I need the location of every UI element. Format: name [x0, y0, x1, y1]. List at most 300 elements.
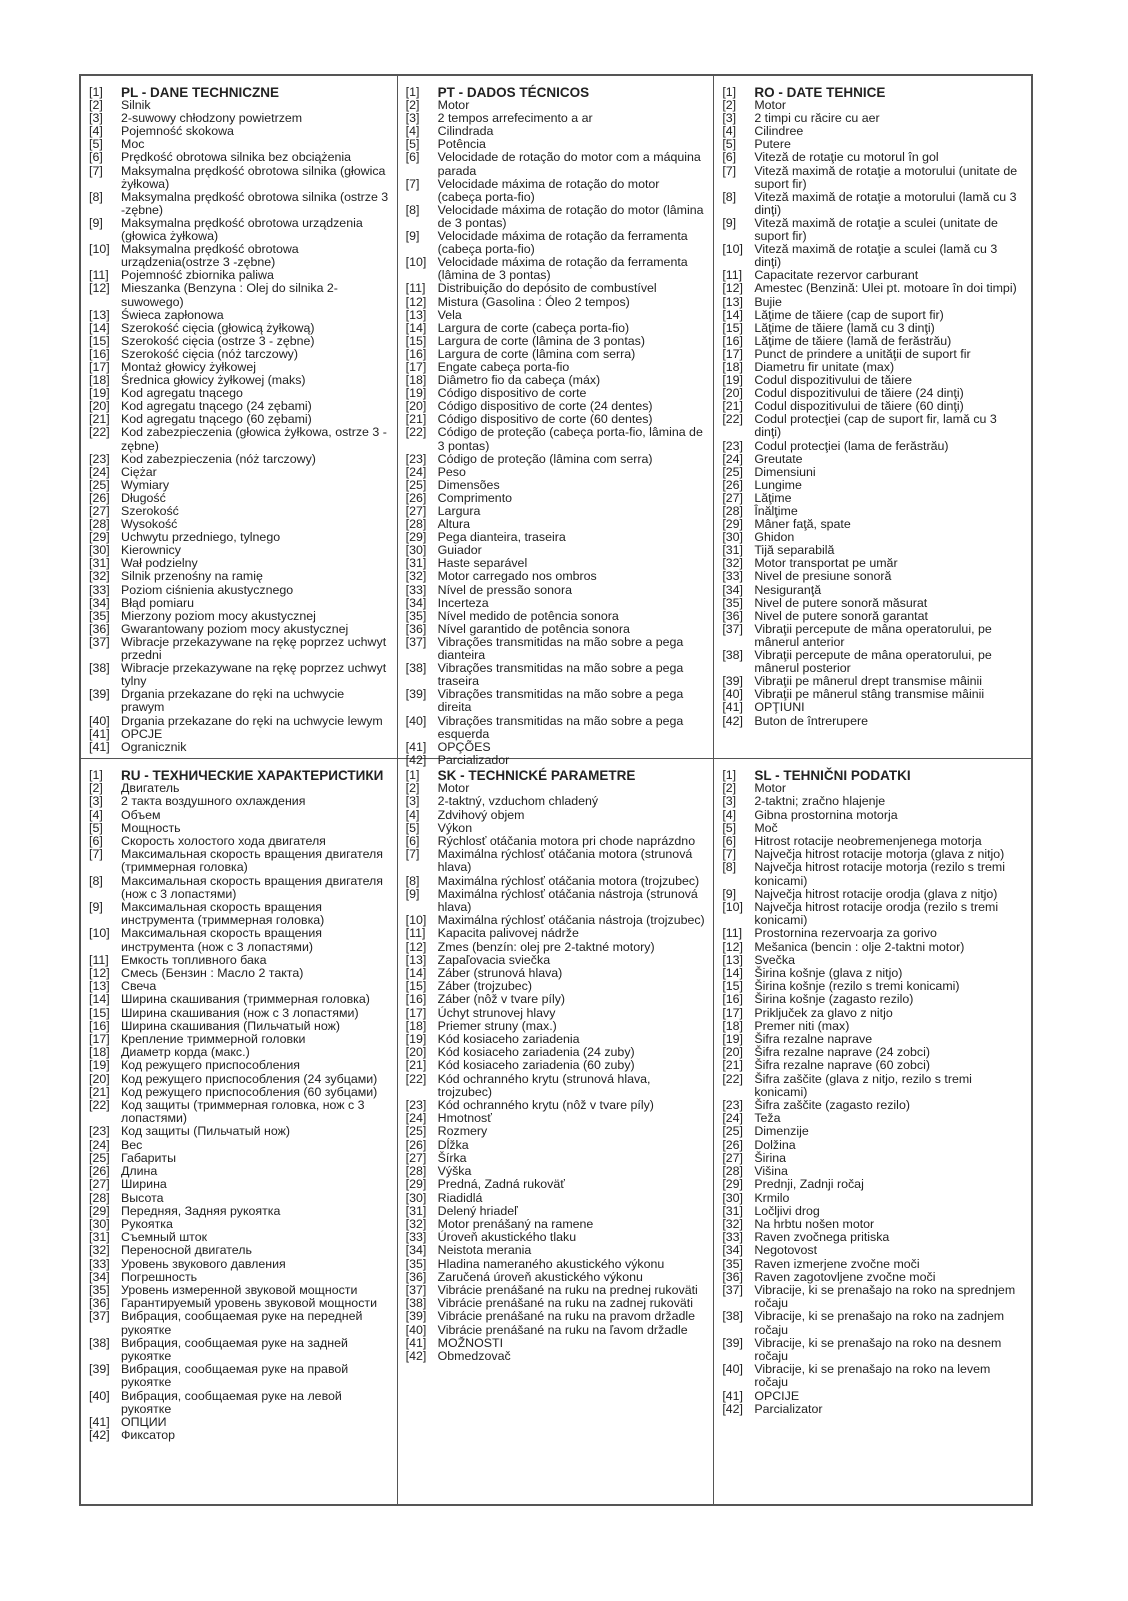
row-number: [27] — [89, 504, 110, 518]
row-number: [21] — [722, 1058, 743, 1073]
row-number: [23] — [89, 1124, 110, 1139]
spec-row — [722, 453, 1023, 466]
row-text: Nível garantido de potência sonora — [437, 621, 630, 636]
row-text: Długość — [121, 490, 166, 505]
row-number: [35] — [405, 1256, 427, 1271]
row-text: Kod zabezpieczenia (głowica żyłkowa, ostrze 3 - zębne) — [121, 425, 387, 453]
row-number: [26] — [89, 490, 110, 505]
spec-row — [722, 1310, 1023, 1336]
row-number: [3] — [89, 794, 103, 809]
row-text: Kierownicy — [121, 543, 181, 558]
row-number: [20] — [722, 386, 743, 401]
row-text: Guiador — [437, 543, 482, 558]
row-text: Codul protecţiei (cap de suport fir, lamă cu 3 dinţi) — [754, 412, 997, 440]
spec-row — [89, 993, 389, 1006]
row-number: [3] — [405, 111, 420, 126]
spec-row — [89, 1059, 389, 1072]
row-number: [2] — [89, 98, 103, 113]
spec-row — [89, 875, 389, 901]
row-number: [7] — [405, 847, 420, 862]
row-text: Največja hitrost rotacije orodja (glava z nitjo) — [754, 886, 998, 901]
spec-row — [89, 426, 389, 452]
row-text: Объем — [121, 807, 161, 822]
spec-row — [89, 322, 389, 335]
row-number: [20] — [405, 1045, 427, 1060]
row-number: [12] — [405, 939, 427, 954]
row-text: Výkon — [437, 820, 473, 835]
row-number: [10] — [722, 900, 743, 915]
spec-row — [722, 348, 1023, 361]
row-number: [23] — [89, 451, 110, 466]
spec-row — [406, 1139, 706, 1152]
row-number: [8] — [405, 873, 420, 888]
row-number: [26] — [722, 1137, 743, 1152]
row-number: [18] — [405, 373, 427, 388]
row-text: Vibracije, ki se prenašajo na roko na levem ročaju — [754, 1362, 991, 1390]
row-number: [21] — [89, 412, 110, 427]
row-text: Zapaľovacia sviečka — [437, 952, 551, 967]
row-number: [19] — [89, 1058, 110, 1073]
section-sk — [398, 759, 715, 1504]
spec-row — [89, 1099, 389, 1125]
row-text: Kód ochranného krytu (nôž v tvare píly) — [437, 1098, 654, 1113]
row-number: [6] — [722, 834, 737, 849]
row-text: Maksymalna prędkość obrotowa urządzenia (głowica żyłkowa) — [121, 215, 363, 244]
spec-row — [89, 1244, 389, 1257]
row-number: [28] — [405, 1164, 427, 1179]
row-text: ОПЦИИ — [121, 1414, 167, 1429]
row-text: Širina košnje (zagasto rezilo) — [754, 992, 914, 1007]
row-number: [35] — [722, 595, 743, 610]
spec-row — [406, 597, 706, 610]
row-number: [37] — [405, 634, 427, 649]
row-number: [8] — [89, 873, 103, 888]
spec-row — [406, 282, 706, 295]
spec-row — [722, 1284, 1023, 1310]
row-text: Codul dispozitivului de tăiere (24 dinţi) — [754, 386, 964, 401]
spec-row — [89, 191, 389, 217]
row-number: [12] — [722, 281, 743, 296]
row-number: [25] — [89, 477, 110, 492]
row-number: [28] — [89, 517, 110, 532]
section-heading: RO - DATE TEHNICE — [754, 85, 886, 100]
spec-row — [406, 1192, 706, 1205]
row-number: [36] — [89, 1296, 110, 1311]
row-number: [6] — [405, 834, 420, 849]
row-number: [28] — [89, 1190, 110, 1205]
row-text: Parcializador — [437, 752, 510, 767]
row-text: Na hrbtu nošen motor — [754, 1216, 875, 1231]
row-number: [4] — [89, 124, 103, 139]
spec-row — [722, 165, 1023, 191]
row-text: Prednji, Zadnji ročaj — [754, 1177, 864, 1192]
row-text: Vibraţii pe mânerul stâng transmise mâinii — [754, 687, 985, 702]
spec-row — [406, 688, 706, 714]
row-number: [8] — [405, 202, 420, 217]
row-number: [11] — [405, 281, 426, 296]
row-number: [35] — [722, 1256, 743, 1271]
row-text: Premer niti (max) — [754, 1018, 850, 1033]
row-text: Haste separável — [437, 556, 528, 571]
row-number: [39] — [89, 1362, 110, 1377]
spec-row — [89, 466, 389, 479]
row-number: [29] — [722, 517, 743, 532]
row-text: Motor — [437, 98, 470, 113]
row-text: Krmilo — [754, 1190, 790, 1205]
row-number: [25] — [89, 1150, 110, 1165]
row-number: [5] — [405, 137, 420, 152]
row-text: Codul protecţiei (lama de ferăstrău) — [754, 438, 949, 453]
row-text: Montaż głowicy żyłkowej — [121, 359, 256, 374]
row-number: [32] — [722, 1216, 743, 1231]
spec-row — [722, 1007, 1023, 1020]
row-text: Amestec (Benzină: Ulei pt. motoare în doi timpi) — [754, 281, 1017, 296]
spec-row — [406, 927, 706, 940]
row-number: [26] — [89, 1164, 110, 1179]
row-text: Średnica głowicy żyłkowej (maks) — [121, 373, 306, 388]
row-number: [6] — [89, 834, 103, 849]
spec-row — [722, 1258, 1023, 1271]
row-number: [26] — [405, 490, 427, 505]
row-number: [38] — [89, 661, 110, 676]
row-text: Kod agregatu tnącego (60 zębami) — [121, 412, 312, 427]
row-number: [38] — [89, 1335, 110, 1350]
spec-row — [89, 217, 389, 243]
row-text: Świeca zapłonowa — [121, 307, 224, 322]
row-number: [29] — [89, 1203, 110, 1218]
row-text: Úchyt strunovej hlavy — [437, 1005, 556, 1020]
row-text: Съемный шток — [121, 1230, 208, 1245]
row-number: [21] — [722, 399, 743, 414]
row-text: Mierzony poziom mocy akustycznej — [121, 608, 316, 623]
row-number: [9] — [722, 886, 737, 901]
row-text: Motor carregado nos ombros — [437, 569, 597, 584]
row-number: [18] — [89, 373, 110, 388]
row-text: Svečka — [754, 952, 795, 967]
spec-row — [722, 217, 1023, 243]
spec-row — [406, 623, 706, 636]
section-heading: RU - ТЕХНИЧЕСКИЕ ХАРАКТЕРИСТИКИ — [121, 768, 384, 783]
row-text: Ločljivi drog — [754, 1203, 820, 1218]
row-number: [24] — [722, 451, 743, 466]
row-text: Pojemność skokowa — [121, 124, 234, 139]
row-text: Negotovost — [754, 1243, 818, 1258]
row-number: [21] — [405, 1058, 427, 1073]
row-text: Záber (strunová hlava) — [437, 966, 563, 981]
spec-row — [406, 230, 706, 256]
spec-row — [89, 479, 389, 492]
row-text: Hmotnosť — [437, 1111, 492, 1126]
row-number: [11] — [405, 926, 426, 941]
spec-row — [722, 610, 1023, 623]
row-number: [28] — [722, 1164, 743, 1179]
row-number: [41] — [89, 726, 110, 741]
row-text: Мощность — [121, 820, 181, 835]
row-number: [19] — [89, 386, 110, 401]
row-number: [1] — [722, 85, 737, 99]
row-number: [9] — [89, 900, 103, 915]
row-number: [17] — [722, 1005, 743, 1020]
row-text: Смесь (Бензин : Масло 2 такта) — [121, 966, 304, 981]
row-number: [31] — [722, 1203, 743, 1218]
spec-row — [89, 1125, 389, 1138]
row-number: [42] — [722, 713, 743, 728]
spec-row — [89, 243, 389, 269]
row-text: Širina košnje (rezilo s tremi konicami) — [754, 979, 960, 994]
spec-row — [722, 1073, 1023, 1099]
row-number: [42] — [405, 1348, 427, 1363]
row-number: [35] — [89, 608, 110, 623]
row-text: Vibrações transmitidas na mão sobre a pega traseira — [437, 661, 684, 689]
row-text: Distribuição do depósito de combustível — [437, 281, 657, 296]
spec-row — [89, 335, 389, 348]
row-text: Gwarantowany poziom mocy akustycznej — [121, 621, 349, 636]
row-text: Delený hriadeľ — [437, 1203, 518, 1218]
row-number: [22] — [405, 1071, 427, 1086]
row-number: [26] — [405, 1137, 427, 1152]
row-text: OPÇÕES — [437, 739, 491, 754]
row-text: Kód kosiaceho zariadenia (60 zuby) — [437, 1058, 635, 1073]
row-text: Емкость топливного бака — [121, 952, 267, 967]
row-text: Maksymalna prędkość obrotowa silnika (ostrze 3 -zębne) — [121, 189, 389, 217]
spec-row — [722, 901, 1023, 927]
row-text: Vela — [437, 307, 462, 322]
row-text: Velocidade máxima de rotação do motor (lâmina de 3 pontas) — [437, 202, 704, 230]
row-number: [19] — [722, 1032, 743, 1047]
row-number: [34] — [405, 595, 427, 610]
spec-row — [89, 1139, 389, 1152]
row-number: [31] — [89, 1230, 110, 1245]
row-text: Vibracije, ki se prenašajo na roko na desnem ročaju — [754, 1335, 1002, 1363]
row-text: Максимальная скорость вращения инструмента (триммерная головка) — [121, 900, 325, 928]
row-number: [32] — [722, 556, 743, 571]
row-text: Szerokość cięcia (ostrze 3 - zębne) — [121, 333, 315, 348]
spec-row — [89, 1178, 389, 1191]
spec-row — [89, 1192, 389, 1205]
spec-row — [722, 1125, 1023, 1138]
spec-row — [89, 927, 389, 953]
spec-row — [89, 848, 389, 874]
row-number: [38] — [405, 1296, 427, 1311]
row-text: Prędkość obrotowa silnika bez obciążenia — [121, 150, 352, 165]
row-text: Šifra rezalne naprave — [754, 1032, 873, 1047]
row-number: [2] — [405, 781, 420, 796]
row-number: [30] — [722, 530, 743, 545]
row-number: [19] — [722, 373, 743, 388]
spec-row — [722, 1244, 1023, 1257]
row-text: Codul dispozitivului de tăiere (60 dinţi) — [754, 399, 964, 414]
row-number: [36] — [89, 621, 110, 636]
spec-row — [406, 426, 706, 452]
row-text: Błąd pomiaru — [121, 595, 195, 610]
spec-row — [406, 1310, 706, 1323]
row-number: [31] — [405, 556, 427, 571]
spec-row — [722, 1403, 1023, 1416]
spec-row — [89, 1429, 389, 1442]
row-number: [10] — [405, 913, 427, 928]
row-number: [38] — [405, 661, 427, 676]
row-number: [12] — [722, 939, 743, 954]
row-number: [32] — [405, 569, 427, 584]
row-number: [12] — [89, 281, 110, 296]
row-number: [24] — [405, 464, 427, 479]
row-text: Motor prenášaný na ramene — [437, 1216, 594, 1231]
row-text: Maksymalna prędkość obrotowa silnika (głowica żyłkowa) — [121, 163, 386, 191]
row-number: [29] — [405, 1177, 427, 1192]
row-number: [6] — [722, 150, 737, 165]
row-text: Szerokość — [121, 504, 179, 518]
spec-row — [722, 440, 1023, 453]
row-number: [23] — [405, 451, 427, 466]
spec-row — [406, 1244, 706, 1257]
row-text: Высота — [121, 1190, 164, 1205]
row-text: Скорость холостого хода двигателя — [121, 834, 326, 849]
spec-row — [89, 715, 389, 728]
spec-row — [722, 1205, 1023, 1218]
spec-row — [406, 1350, 706, 1363]
row-number: [4] — [722, 124, 737, 139]
row-text: Predná, Zadná rukoväť — [437, 1177, 565, 1192]
spec-row — [722, 466, 1023, 479]
row-number: [12] — [89, 966, 110, 981]
spec-row — [406, 715, 706, 741]
spec-row — [89, 1073, 389, 1086]
row-text: Rýchlosť otáčania motora pri chode naprázdno — [437, 834, 696, 849]
row-text: Максимальная скорость вращения двигателя (триммерная головка) — [121, 847, 383, 875]
spec-row — [406, 296, 706, 309]
row-text: Mistura (Gasolina : Óleo 2 tempos) — [437, 294, 630, 309]
spec-row — [89, 1337, 389, 1363]
row-number: [37] — [722, 621, 743, 636]
row-number: [1] — [405, 85, 420, 99]
row-text: Širina košnje (glava z nitjo) — [754, 966, 903, 981]
spec-row — [406, 453, 706, 466]
row-text: Pojemność zbiornika paliwa — [121, 268, 274, 283]
spec-row — [406, 570, 706, 583]
row-text: Nível de pressão sonora — [437, 582, 572, 597]
row-text: Šírka — [437, 1150, 467, 1165]
row-text: Potência — [437, 137, 486, 152]
row-text: Zaručená úroveň akustického výkonu — [437, 1269, 643, 1284]
row-text: Nivel de presiune sonoră — [754, 569, 892, 584]
row-text: Ширина скашивания (Пильчатый нож) — [121, 1018, 340, 1033]
row-number: [11] — [89, 268, 109, 283]
row-number: [1] — [405, 768, 420, 782]
row-text: Вес — [121, 1137, 143, 1152]
row-number: [9] — [89, 215, 103, 230]
row-text: Velocidade máxima de rotação da ferramenta (lâmina de 3 pontas) — [437, 255, 688, 283]
row-text: Drgania przekazane do ręki na uchwycie prawym — [121, 687, 345, 715]
row-text: Largura de corte (lâmina de 3 pontas) — [437, 333, 645, 348]
row-text: Código de proteção (cabeça porta-fio, lâmina de 3 pontas) — [437, 425, 703, 453]
row-number: [20] — [405, 399, 427, 414]
spec-row — [406, 809, 706, 822]
row-number: [18] — [722, 359, 743, 374]
row-number: [34] — [722, 1243, 743, 1258]
row-number: [22] — [405, 425, 427, 440]
row-number: [22] — [722, 1071, 743, 1086]
row-number: [34] — [89, 1269, 110, 1284]
row-text: Габариты — [121, 1150, 177, 1165]
row-number: [23] — [722, 438, 743, 453]
row-number: [5] — [89, 137, 103, 152]
row-number: [25] — [405, 1124, 427, 1139]
row-number: [14] — [405, 966, 427, 981]
spec-row — [89, 309, 389, 322]
row-number: [21] — [405, 412, 427, 427]
row-number: [14] — [89, 320, 110, 335]
row-text: Greutate — [754, 451, 803, 466]
row-number: [37] — [89, 634, 110, 649]
row-text: Drgania przekazane do ręki na uchwycie lewym — [121, 713, 383, 728]
spec-row — [89, 1363, 389, 1389]
row-text: Rozmery — [437, 1124, 488, 1139]
row-text: Največja hitrost rotacije motorja (rezilo s tremi konicami) — [754, 860, 1005, 888]
row-text: Диаметр корда (макс.) — [121, 1045, 250, 1060]
row-number: [3] — [722, 111, 737, 126]
spec-row — [406, 335, 706, 348]
row-number: [14] — [89, 992, 110, 1007]
spec-row — [722, 649, 1023, 675]
spec-row — [89, 623, 389, 636]
row-text: Viteză maximă de rotaţie a sculei (unitate de suport fir) — [754, 215, 998, 244]
row-number: [7] — [405, 176, 420, 191]
row-text: Lăţime — [754, 490, 792, 505]
row-text: Diâmetro fio da cabeça (máx) — [437, 373, 601, 388]
section-heading: SL - TEHNIČNI PODATKI — [754, 768, 911, 783]
row-text: Velocidade de rotação do motor com a máquina parada — [437, 150, 701, 178]
row-text: Ogranicznik — [121, 739, 187, 754]
row-text: Uchwytu przedniego, tylnego — [121, 530, 281, 545]
row-number: [3] — [405, 794, 420, 809]
row-text: Maksymalna prędkość obrotowa urządzenia(ostrze 3 -zębne) — [121, 242, 299, 270]
row-number: [31] — [405, 1203, 427, 1218]
spec-row — [89, 151, 389, 164]
row-text: Obmedzovač — [437, 1348, 511, 1363]
row-text: Incerteza — [437, 595, 489, 610]
row-text: 2-suwowy chłodzony powietrzem — [121, 111, 303, 126]
row-number: [20] — [722, 1045, 743, 1060]
spec-row — [722, 1363, 1023, 1389]
row-number: [22] — [89, 425, 110, 440]
row-number: [30] — [405, 1190, 427, 1205]
row-text: Altura — [437, 517, 471, 532]
row-number: [20] — [89, 399, 110, 414]
row-text: Bujie — [754, 294, 782, 309]
row-text: Hladina nameraného akustického výkonu — [437, 1256, 665, 1271]
row-number: [31] — [722, 543, 743, 558]
row-number: [36] — [405, 621, 427, 636]
spec-row — [406, 256, 706, 282]
row-number: [41] — [405, 739, 427, 754]
spec-row — [89, 1310, 389, 1336]
row-number: [7] — [722, 163, 737, 178]
row-number: [9] — [722, 215, 737, 230]
row-text: Вибрация, сообщаемая руке на левой рукоятке — [121, 1388, 342, 1416]
row-number: [7] — [89, 847, 103, 862]
row-number: [4] — [89, 807, 103, 822]
row-number: [40] — [722, 1362, 743, 1377]
row-text: Šifra zaščite (glava z nitjo, rezilo s tremi konicami) — [754, 1071, 972, 1099]
row-number: [41] — [89, 739, 110, 754]
spec-row — [722, 809, 1023, 822]
row-text: Riadidlá — [437, 1190, 483, 1205]
row-number: [14] — [722, 966, 743, 981]
row-number: [30] — [405, 543, 427, 558]
row-text: Kod zabezpieczenia (nóż tarczowy) — [121, 451, 316, 466]
row-text: Capacitate rezervor carburant — [754, 268, 919, 283]
row-number: [21] — [89, 1084, 110, 1099]
